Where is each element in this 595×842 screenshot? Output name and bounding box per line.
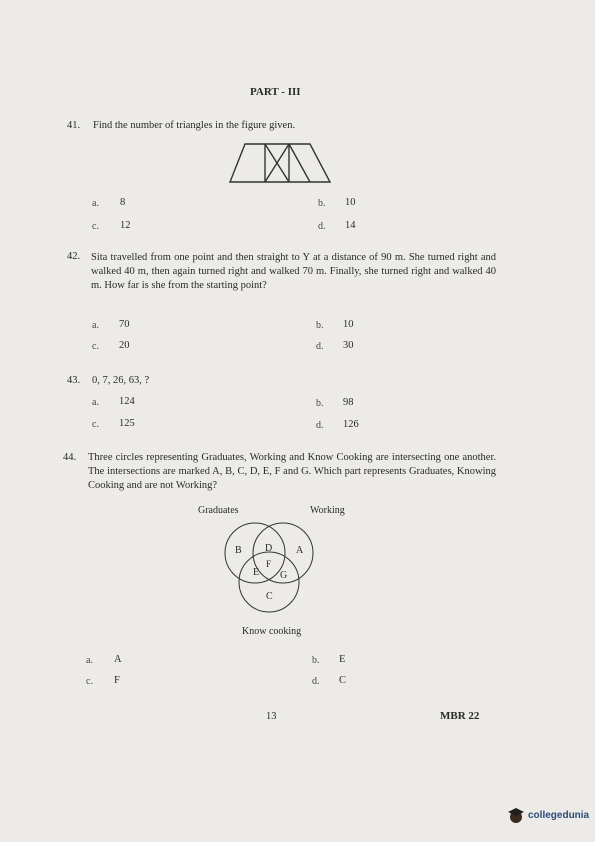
q44-option-c-value: F <box>114 675 120 686</box>
q43-option-b-letter: b. <box>316 398 324 409</box>
page-number: 13 <box>266 711 277 722</box>
q41-option-a-value: 8 <box>120 197 126 208</box>
q42-option-a-value: 70 <box>119 319 130 330</box>
q42-option-b-letter: b. <box>316 320 324 331</box>
collegedunia-brand-text: collegedunia <box>528 809 590 821</box>
q44-option-d-letter: d. <box>312 676 320 687</box>
q44-option-d-value: C <box>339 675 347 686</box>
question-44-text: Three circles representing Graduates, Working and Know Cooking are intersecting one another. The intersections are marked A, B, C, D, E, F and G. Which part represents Graduates, Knowing Cooking and are not Working? <box>88 452 496 491</box>
q42-option-d-value: 30 <box>343 340 354 351</box>
question-44-number: 44. <box>63 452 77 463</box>
venn-region-e: E <box>253 567 260 578</box>
venn-region-c: C <box>266 591 273 602</box>
q42-option-c-letter: c. <box>92 341 99 352</box>
q42-option-c-value: 20 <box>119 340 130 351</box>
q43-option-c-value: 125 <box>119 418 135 429</box>
q41-option-a-letter: a. <box>92 198 99 209</box>
q42-option-a-letter: a. <box>92 320 99 331</box>
venn-region-g: G <box>280 570 288 581</box>
graduation-cap-icon <box>507 806 525 824</box>
question-41-text: Find the number of triangles in the figure given. <box>93 120 296 131</box>
venn-label-graduates: Graduates <box>198 505 239 516</box>
q43-option-a-letter: a. <box>92 397 99 408</box>
question-43-number: 43. <box>67 375 81 386</box>
q44-option-b-letter: b. <box>312 655 320 666</box>
venn-region-f: F <box>266 559 272 569</box>
question-42-text: Sita travelled from one point and then straight to Y at a distance of 90 m. She turned right and walked 40 m, then again turned right and walked 70 m. Finally, she turned right and walked 40 m. How far is she from the starting point? <box>91 252 496 291</box>
q41-option-d-value: 14 <box>345 220 356 231</box>
part-heading: PART - III <box>250 86 301 98</box>
q41-option-b-value: 10 <box>345 197 356 208</box>
q41-option-d-letter: d. <box>318 221 326 232</box>
q42-option-d-letter: d. <box>316 341 324 352</box>
q44-option-b-value: E <box>339 654 346 665</box>
triangles-figure <box>225 140 335 188</box>
q41-option-b-letter: b. <box>318 198 326 209</box>
venn-label-working: Working <box>310 505 345 516</box>
q44-option-a-letter: a. <box>86 655 93 666</box>
q41-option-c-letter: c. <box>92 221 99 232</box>
venn-region-a: A <box>296 545 304 556</box>
q42-option-b-value: 10 <box>343 319 354 330</box>
question-42-number: 42. <box>67 251 81 262</box>
q44-option-a-value: A <box>114 654 122 665</box>
venn-diagram <box>210 515 330 625</box>
q44-option-c-letter: c. <box>86 676 93 687</box>
question-43-text: 0, 7, 26, 63, ? <box>92 375 150 386</box>
question-41-number: 41. <box>67 120 81 131</box>
q43-option-c-letter: c. <box>92 419 99 430</box>
q43-option-b-value: 98 <box>343 397 354 408</box>
q43-option-d-letter: d. <box>316 420 324 431</box>
venn-region-b: B <box>235 545 242 556</box>
paper-code: MBR 22 <box>440 710 480 722</box>
venn-region-d: D <box>265 543 273 554</box>
venn-label-know-cooking: Know cooking <box>242 626 302 637</box>
q43-option-a-value: 124 <box>119 396 135 407</box>
collegedunia-logo <box>507 806 589 824</box>
q41-option-c-value: 12 <box>120 220 131 231</box>
q43-option-d-value: 126 <box>343 419 359 430</box>
